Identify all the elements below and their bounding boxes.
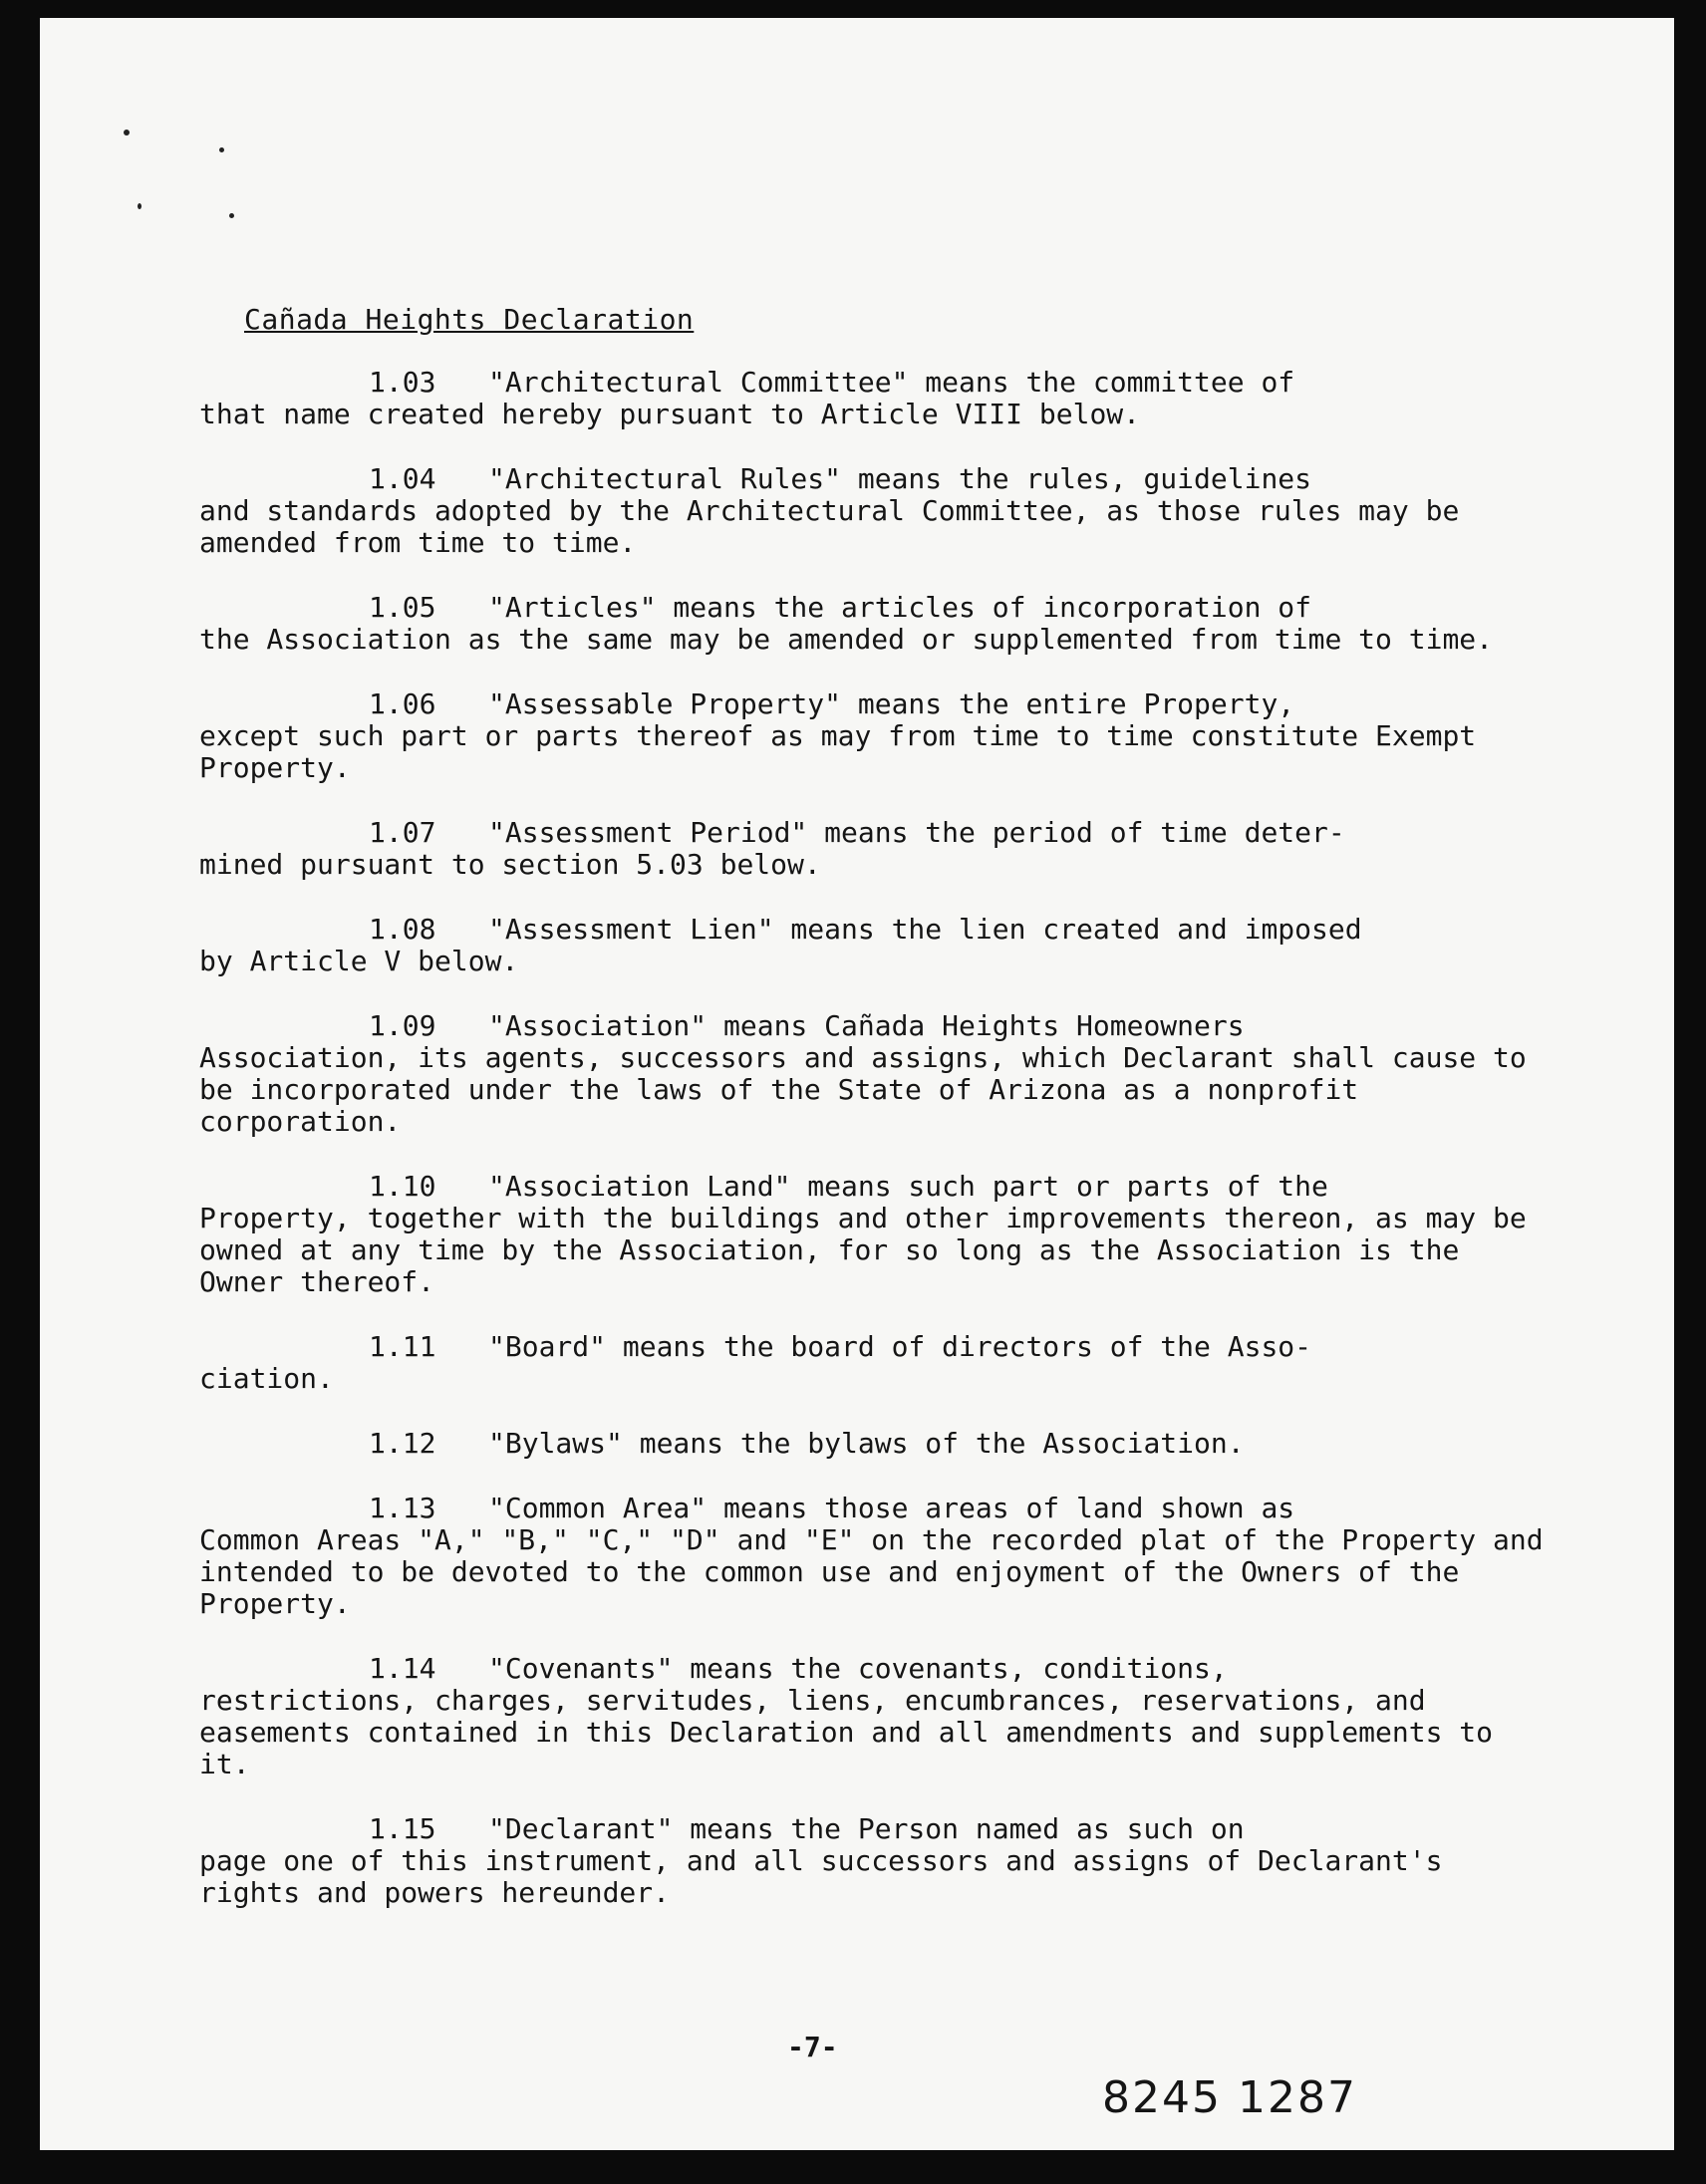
definition-number: 1.03: [369, 366, 436, 399]
definition-lead: "Assessable Property" means the entire Property,: [488, 687, 1295, 720]
definition-1-10: [199, 1171, 1545, 1298]
definition-lead: "Architectural Committee" means the committee of: [488, 366, 1295, 399]
definition-number: 1.14: [369, 1652, 436, 1685]
definition-1-04: [199, 463, 1545, 559]
definition-lead: "Association" means Cañada Heights Homeowners: [488, 1009, 1245, 1042]
definition-lead: "Association Land" means such part or parts of the: [488, 1170, 1328, 1203]
scan-speck: [138, 203, 142, 209]
definitions-list: [199, 367, 1545, 1942]
definition-number: 1.06: [369, 687, 436, 720]
definition-1-07: [199, 817, 1545, 881]
definition-text: restrictions, charges, servitudes, liens, encumbrances, reservations, and easements contained in this Declaration and all amendments and supplements to it.: [199, 1684, 1494, 1780]
definition-1-09: [199, 1010, 1545, 1138]
definition-1-03: [199, 367, 1545, 430]
page-number: -7-: [787, 2031, 838, 2063]
definition-text: mined pursuant to section 5.03 below.: [199, 848, 821, 881]
definition-1-12: [199, 1428, 1545, 1460]
definition-1-06: [199, 688, 1545, 784]
definition-lead: "Assessment Lien" means the lien created and imposed: [488, 913, 1362, 946]
definition-number: 1.04: [369, 462, 436, 495]
definition-text: Association, its agents, successors and assigns, which Declarant shall cause to be incorporated under the laws of the State of Arizona as a nonprofit corporation.: [199, 1041, 1527, 1138]
definition-text: Common Areas "A," "B," "C," "D" and "E" on the recorded plat of the Property and intended to be devoted to the common use and enjoyment of the Owners of the Property.: [199, 1523, 1544, 1620]
definition-text: the Association as the same may be amended or supplemented from time to time.: [199, 623, 1494, 656]
definition-number: 1.09: [369, 1009, 436, 1042]
definition-number: 1.08: [369, 913, 436, 946]
document-page: [40, 18, 1674, 2150]
definition-text: page one of this instrument, and all successors and assigns of Declarant's rights and powers hereunder.: [199, 1844, 1443, 1909]
definition-text: by Article V below.: [199, 945, 519, 977]
definition-1-13: [199, 1493, 1545, 1620]
definition-1-08: [199, 914, 1545, 977]
definition-lead: "Assessment Period" means the period of time deter-: [488, 816, 1345, 849]
definition-text: Property, together with the buildings and other improvements thereon, as may be owned at any time by the Association, for so long as the Association is the Owner thereof.: [199, 1202, 1527, 1298]
definition-number: 1.10: [369, 1170, 436, 1203]
definition-lead: "Articles" means the articles of incorporation of: [488, 591, 1312, 624]
definition-text: and standards adopted by the Architectural Committee, as those rules may be amended from time to time.: [199, 494, 1460, 559]
definition-lead: "Declarant" means the Person named as such on: [488, 1812, 1245, 1845]
definition-1-05: [199, 592, 1545, 656]
definition-1-14: [199, 1653, 1545, 1780]
definition-number: 1.12: [369, 1427, 436, 1460]
definition-lead: "Board" means the board of directors of the Asso-: [488, 1330, 1312, 1363]
definition-number: 1.13: [369, 1492, 436, 1524]
definition-lead: "Common Area" means those areas of land shown as: [488, 1492, 1295, 1524]
definition-number: 1.11: [369, 1330, 436, 1363]
definition-1-15: [199, 1813, 1545, 1909]
definition-text: that name created hereby pursuant to Article VIII below.: [199, 398, 1141, 430]
definition-lead: "Architectural Rules" means the rules, guidelines: [488, 462, 1312, 495]
definition-number: 1.05: [369, 591, 436, 624]
definition-lead: "Bylaws" means the bylaws of the Association.: [488, 1427, 1245, 1460]
definition-1-11: [199, 1331, 1545, 1395]
document-number: 8245 1287: [1102, 2072, 1357, 2123]
definition-lead: "Covenants" means the covenants, conditions,: [488, 1652, 1228, 1685]
definition-text: ciation.: [199, 1362, 334, 1395]
definition-number: 1.15: [369, 1812, 436, 1845]
definition-text: except such part or parts thereof as may from time to time constitute Exempt Property.: [199, 719, 1477, 784]
definition-number: 1.07: [369, 816, 436, 849]
document-title: Cañada Heights Declaration: [244, 303, 695, 336]
scan-speck: [124, 130, 130, 136]
scan-speck: [229, 213, 234, 218]
scan-speck: [219, 147, 224, 152]
